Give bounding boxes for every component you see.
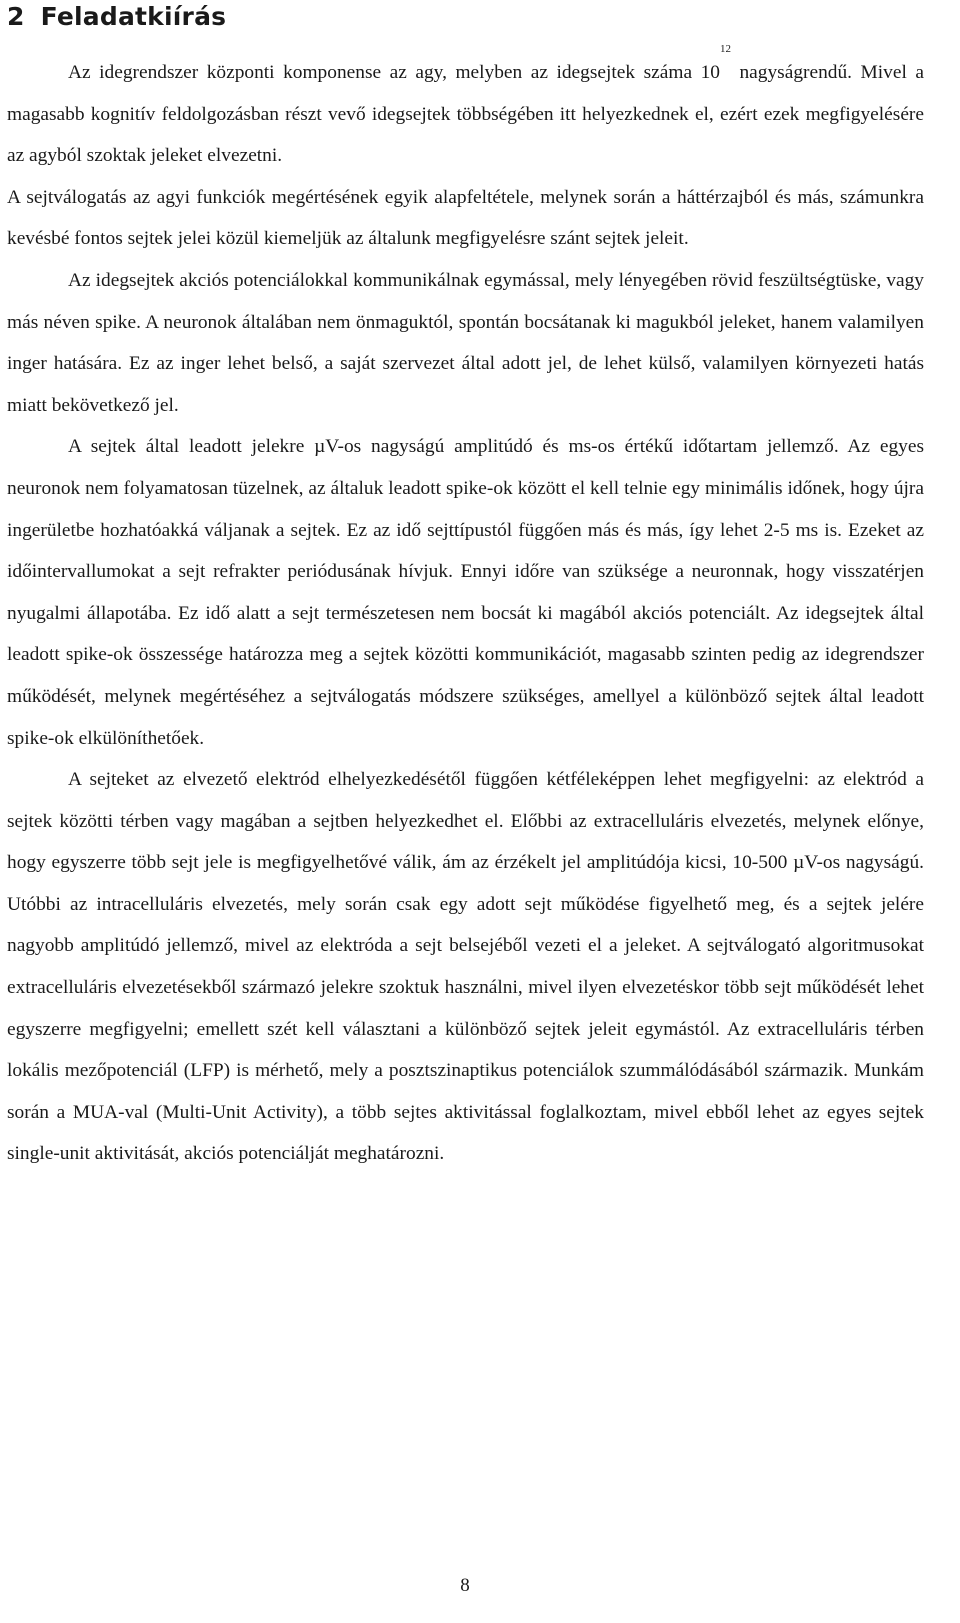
paragraph-3: Az idegsejtek akciós potenciálokkal kommunikálnak egymással, mely lényegében rövid feszültségtüske, vagy más néven spike. A neuronok általában nem önmaguktól, spontán bocsátanak ki magukból jeleket, hanem valamilyen inger hatására. Ez az inger lehet belső, a saját szervezet által adott jel, de lehet külső, valamilyen környezeti hatás miatt bekövetkező jel. bbox=[7, 269, 924, 416]
section-title: Feladatkiírás bbox=[40, 2, 227, 31]
paragraph-5: A sejteket az elvezető elektród elhelyezkedésétől függően kétféleképpen lehet megfigyelni: az elektród a sejtek közötti térben vagy magában a sejtben helyezkedhet el. Előbbi az extracelluláris elvezetés, melynek előnye, hogy egyszerre több sejt jele is megfigyelhetővé válik, ám az érzékelt jel amplitúdója kicsi, 10-500 µV-os nagyságú. Utóbbi az intracelluláris elvezetés, mely során csak egy adott sejt működése figyelhető meg, és a sejtek jelére nagyobb amplitúdó jellemző, mivel az elektróda a sejt belsejéből vezeti el a jeleket. A sejtválogató algoritmusokat extracelluláris elvezetésekből származó jelekre szoktuk használni, mivel ilyen elvezetéskor több sejt működését lehet egyszerre megfigyelni; emellett szét kell választani a különböző sejtek jeleit egymástól. Az extracelluláris térben lokális mezőpotenciál (LFP) is mérhető, mely a posztszinaptikus potenciálok szummálódásából származik. Munkám során a MUA-val (Multi-Unit Activity), a több sejtes aktivitással foglalkoztam, mivel ebből lehet az egyes sejtek single-unit aktivitását, akciós potenciálját meghatározni. bbox=[7, 769, 924, 1165]
paragraph-1 bbox=[7, 43, 924, 177]
paragraph-2: A sejtválogatás az agyi funkciók megértésének egyik alapfeltétele, melynek során a háttérzajból és más, számunkra kevésbé fontos sejtek jelei közül kiemeljük az általunk megfigyelésre szánt sejtek jeleit. bbox=[7, 186, 924, 250]
paragraph-1-text-cont: nagyságrendű. Mivel a magasabb kognitív feldolgozásban részt vevő idegsejtek többségében itt helyezkednek el, ezért ezek megfigyelésére az agyból szoktak jeleket elvezetni. bbox=[7, 62, 924, 167]
section-number: 2 bbox=[7, 2, 25, 31]
paragraph-4: A sejtek által leadott jelekre µV-os nagyságú amplitúdó és ms-os értékű időtartam jellemző. Az egyes neuronok nem folyamatosan tüzelnek, az általuk leadott spike-ok között el kell telnie egy minimális időnek, hogy újra ingerületbe hozhatóakká váljanak a sejtek. Ez az idő sejttípustól függően más és más, így lehet 2-5 ms is. Ezeket az időintervallumokat a sejt refrakter periódusának hívjuk. Ennyi időre van szüksége a neuronnak, hogy visszatérjen nyugalmi állapotába. Ez idő alatt a sejt természetesen nem bocsát ki magából akciós potenciált. Az idegsejtek által leadott spike-ok összessége határozza meg a sejtek közötti kommunikációt, magasabb szinten pedig az idegrendszer működését, melynek megértéséhez a sejtválogatás módszere szükséges, amellyel a különböző sejtek által leadott spike-ok elkülöníthetőek. bbox=[7, 436, 924, 749]
page-number: 8 bbox=[460, 1575, 470, 1596]
section-heading bbox=[7, 0, 226, 34]
exponent: 12 bbox=[719, 43, 731, 55]
body-text bbox=[7, 43, 924, 1175]
paragraph-1-text: Az idegrendszer központi komponense az agy, melyben az idegsejtek száma 10 bbox=[68, 62, 720, 83]
